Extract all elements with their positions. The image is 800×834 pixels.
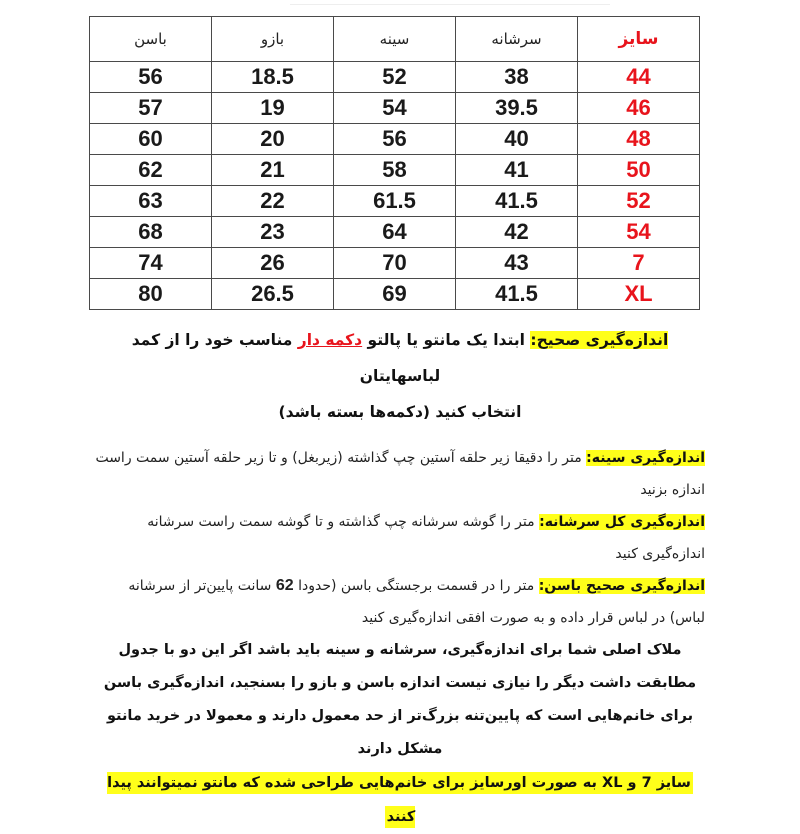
cell-hip: 56	[90, 62, 212, 93]
cell-hip: 60	[90, 124, 212, 155]
cell-hip: 62	[90, 155, 212, 186]
cell-size: 7	[578, 248, 700, 279]
cell-shoulder: 41.5	[456, 186, 578, 217]
cell-hip: 57	[90, 93, 212, 124]
cell-arm: 22	[212, 186, 334, 217]
hip-label: اندازه‌گیری صحیح باسن:	[538, 578, 705, 594]
table-header-row	[90, 17, 700, 62]
cell-size: XL	[578, 279, 700, 310]
header-shoulder: سرشانه	[456, 17, 578, 62]
criteria-paragraph: ملاک اصلی شما برای اندازه‌گیری، سرشانه و سینه باید باشد اگر این دو با جدول مطابقت داشت دیگر را نیازی نیست اندازه باسن و بازو را بسنجید، اندازه‌گیری باسن برای خانم‌هایی است که پایین‌تنه بزرگ‌تر از حد معمول دارند و معمولا در خرید مانتو مشکل دارند	[103, 642, 697, 757]
table-row	[90, 217, 700, 248]
oversize-note-text: سایز 7 و XL به صورت اورسایز برای خانم‌هایی طراحی شده که مانتو نمیتوانند پیدا کنند	[107, 772, 693, 828]
header-hip: باسن	[90, 17, 212, 62]
chest-label: اندازه‌گیری سینه:	[586, 450, 705, 466]
cell-shoulder: 38	[456, 62, 578, 93]
cell-shoulder: 42	[456, 217, 578, 248]
cell-hip: 74	[90, 248, 212, 279]
cell-chest: 61.5	[334, 186, 456, 217]
intro-paragraph	[95, 320, 705, 430]
table-row	[90, 124, 700, 155]
cell-chest: 54	[334, 93, 456, 124]
hip-paragraph	[95, 570, 705, 634]
hip-text-after: سانت پایین‌تر از سرشانه لباس) در لباس قرار داده و به صورت افقی اندازه‌گیری کنید	[128, 578, 705, 626]
cell-chest: 52	[334, 62, 456, 93]
measurement-instructions	[95, 320, 705, 834]
cell-hip: 68	[90, 217, 212, 248]
table-row	[90, 62, 700, 93]
cell-chest: 70	[334, 248, 456, 279]
hip-number: 62	[275, 577, 294, 594]
cell-chest: 58	[334, 155, 456, 186]
header-chest: سینه	[334, 17, 456, 62]
cell-shoulder: 41.5	[456, 279, 578, 310]
cell-arm: 23	[212, 217, 334, 248]
intro-label: اندازه‌گیری صحیح:	[530, 331, 669, 349]
cell-arm: 26	[212, 248, 334, 279]
table-row	[90, 279, 700, 310]
cell-arm: 26.5	[212, 279, 334, 310]
cell-shoulder: 39.5	[456, 93, 578, 124]
cell-chest: 69	[334, 279, 456, 310]
top-divider	[290, 0, 610, 5]
header-size: سایز	[578, 17, 700, 62]
cell-arm: 18.5	[212, 62, 334, 93]
cell-shoulder: 41	[456, 155, 578, 186]
cell-arm: 20	[212, 124, 334, 155]
shoulder-text: متر را گوشه سرشانه چپ گذاشته و تا گوشه سمت راست سرشانه اندازه‌گیری کنید	[147, 514, 705, 562]
intro-emphasis: دکمه دار	[297, 331, 363, 349]
cell-arm: 21	[212, 155, 334, 186]
intro-text-before: ابتدا یک مانتو یا پالتو	[362, 331, 531, 349]
size-chart-table	[89, 16, 700, 310]
oversize-note	[95, 766, 705, 834]
chest-paragraph	[95, 442, 705, 506]
cell-size: 54	[578, 217, 700, 248]
hip-text-before: متر را در قسمت برجستگی باسن (حدودا	[293, 578, 539, 594]
cell-size: 52	[578, 186, 700, 217]
header-arm: بازو	[212, 17, 334, 62]
intro-text-after: مناسب خود را از کمد لباسهایتان	[131, 331, 441, 385]
cell-size: 48	[578, 124, 700, 155]
table-row	[90, 248, 700, 279]
cell-size: 46	[578, 93, 700, 124]
intro-line2: انتخاب کنید (دکمه‌ها بسته باشد)	[278, 403, 522, 421]
table-row	[90, 186, 700, 217]
chest-text: متر را دقیقا زیر حلقه آستین چپ گذاشته (زیربغل) و تا زیر حلقه آستین سمت راست اندازه بزنید	[95, 450, 705, 498]
cell-hip: 80	[90, 279, 212, 310]
table-row	[90, 155, 700, 186]
cell-chest: 56	[334, 124, 456, 155]
cell-shoulder: 43	[456, 248, 578, 279]
cell-arm: 19	[212, 93, 334, 124]
cell-size: 44	[578, 62, 700, 93]
cell-size: 50	[578, 155, 700, 186]
table-row	[90, 93, 700, 124]
cell-chest: 64	[334, 217, 456, 248]
shoulder-label: اندازه‌گیری کل سرشانه:	[539, 514, 705, 530]
shoulder-paragraph	[95, 506, 705, 570]
cell-hip: 63	[90, 186, 212, 217]
cell-shoulder: 40	[456, 124, 578, 155]
